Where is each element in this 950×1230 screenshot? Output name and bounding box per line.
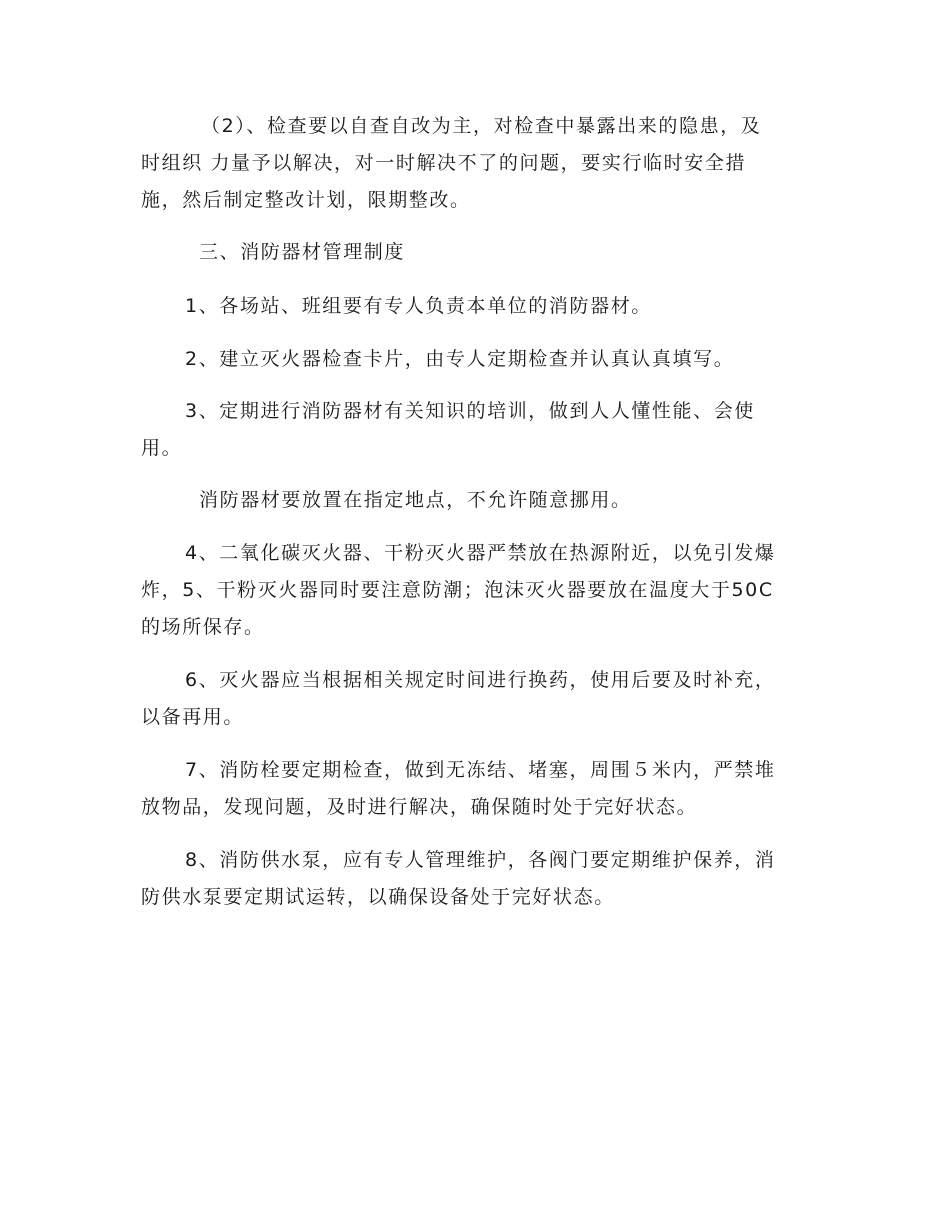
- paragraph-item-4-5: [141, 535, 803, 646]
- paragraph-inspection-self-correction: [141, 108, 803, 219]
- text-line: 3、定期进行消防器材有关知识的培训，做到人人懂性能、会使: [185, 400, 755, 422]
- section-heading-fire-equipment: [141, 234, 803, 271]
- paragraph-item-2: [141, 341, 803, 378]
- text-line: 的场所保存。: [141, 616, 265, 638]
- text-line: （2）、检查要以自查自改为主，对检查中暴露出来的隐患，及: [201, 115, 762, 137]
- text-line: 放物品，发现问题，及时进行解决，确保随时处于完好状态。: [141, 796, 698, 818]
- paragraph-item-3: [141, 393, 803, 467]
- text-line: 用。: [141, 437, 183, 459]
- text-line: 7、消防栓要定期检查，做到无冻结、堵塞，周围５米内，严禁堆: [185, 759, 776, 781]
- paragraph-item-7: [141, 752, 803, 826]
- text-line: 炸，5、干粉灭火器同时要注意防潮；泡沫灭火器要放在温度大于50C: [141, 579, 774, 601]
- text-line: 1、各场站、班组要有专人负责本单位的消防器材。: [185, 295, 652, 317]
- text-line: 防供水泵要定期试运转，以确保设备处于完好状态。: [141, 886, 615, 908]
- paragraph-item-6: [141, 662, 803, 736]
- paragraph-placement-rule: [141, 482, 803, 519]
- text-line: 8、消防供水泵，应有专人管理维护，各阀门要定期维护保养，消: [185, 849, 776, 871]
- text-line: 消防器材要放置在指定地点，不允许随意挪用。: [199, 489, 632, 511]
- text-line: 6、灭火器应当根据相关规定时间进行换药，使用后要及时补充，: [185, 669, 776, 691]
- text-line: 以备再用。: [141, 706, 245, 728]
- text-line: 2、建立灭火器检查卡片，由专人定期检查并认真认真填写。: [185, 348, 735, 370]
- text-line: 施，然后制定整改计划，限期整改。: [141, 189, 471, 211]
- text-line: 4、二氧化碳灭火器、干粉灭火器严禁放在热源附近，以免引发爆: [185, 542, 776, 564]
- paragraph-item-8: [141, 842, 803, 916]
- text-line: 时组织 力量予以解决，对一时解决不了的问题，要实行临时安全措: [141, 152, 747, 174]
- text-line: 三、消防器材管理制度: [199, 241, 406, 263]
- paragraph-item-1: [141, 288, 803, 325]
